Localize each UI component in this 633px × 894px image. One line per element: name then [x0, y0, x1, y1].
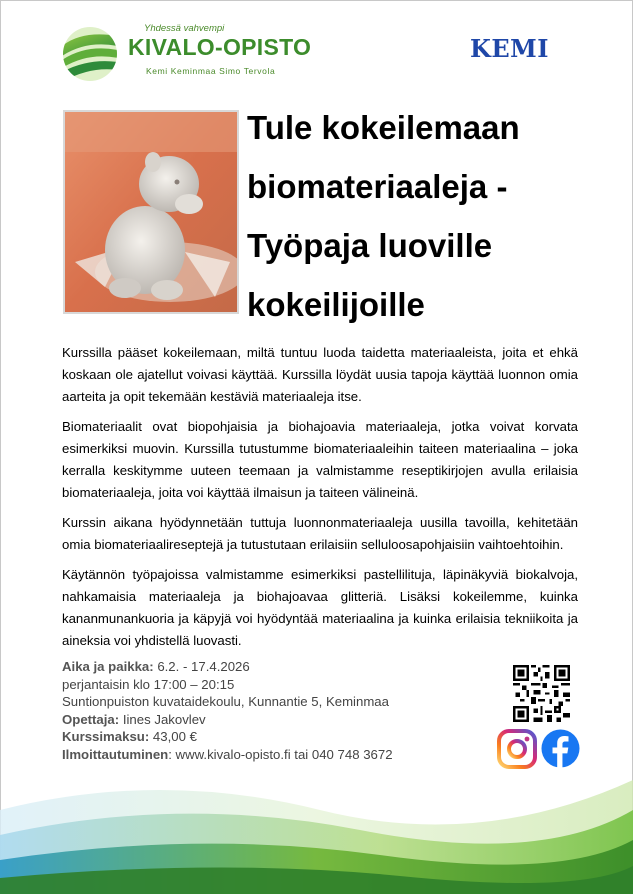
paragraph: Kurssilla pääset kokeilemaan, miltä tuntuu luoda taidetta materiaaleista, joita et ehkä koskaan ole ajatellut voivasi käyttää. Kurssilla löydät uusia tapoja käyttää luonnon omia aarteita ja opit tekemään kestäviä materiaaleja itse. — [62, 345, 578, 404]
fee-value: 43,00 € — [152, 729, 197, 744]
logo-name: KIVALO-OPISTO — [128, 34, 312, 60]
kivalo-leaf-icon — [62, 26, 118, 82]
poster-title — [247, 98, 577, 334]
title-line: Työpaja luoville — [247, 227, 493, 264]
time-place-label: Aika ja paikka: — [62, 659, 154, 674]
qr-code-icon[interactable] — [513, 665, 570, 722]
course-description — [62, 342, 578, 660]
title-line: Tule kokeilemaan — [247, 109, 520, 146]
course-location: Suntionpuiston kuvataidekoulu, Kunnantie 5, Keminmaa — [62, 694, 389, 709]
teacher-label: Opettaja: — [62, 711, 120, 727]
paragraph: Käytännön työpajoissa valmistamme esimerkiksi pastellilituja, läpinäkyviä biokalvoja, nahkamaisia materiaaleja ja biohajoavaa glitteriä. Lisäksi kokeilemme, kuinka kananmunankuoria ja käpyjä voi hyödyntää materiaalina ja kuinka erilaisia tekniikoita ja aineksia voi yhdistellä luovasti. — [62, 567, 578, 648]
title-line: biomateriaaleja - — [247, 168, 508, 205]
kemi-logo: KEMI — [470, 34, 549, 63]
sculpture-photo — [63, 110, 239, 314]
paragraph: Biomateriaalit ovat biopohjaisia ja biohajoavia materiaaleja, jotka voivat korvata esimerkiksi muovin. Kurssilla tutustumme biomateriaaleihin taiteen materiaalina – joka kerralla keskitymme uuteen teemaan ja valmistamme reseptikirjojen avulla erilaisia biomateriaaleja, joita voi käyttää ilmaisun ja taiteen välineinä. — [62, 419, 578, 500]
registration-label: Ilmoittautuminen — [62, 746, 169, 762]
info-time-place — [62, 658, 492, 676]
paragraph: Kurssin aikana hyödynnetään tuttuja luonnonmateriaaleja uusilla tavoilla, kehitetään omia biomateriaalireseptejä ja tutustutaan erilaisiin selluloosapohjaisiin vaihtoehtoihin. — [62, 515, 578, 552]
info-teacher — [62, 711, 492, 729]
logo-tagline: Yhdessä vahvempi — [144, 23, 225, 34]
decorative-waves — [0, 740, 633, 894]
fee-label: Kurssimaksu: — [62, 729, 150, 744]
course-dates: 6.2. - 17.4.2026 — [157, 659, 250, 674]
logo-subtitle: Kemi Keminmaa Simo Tervola — [146, 66, 276, 76]
title-line: kokeilijoille — [247, 286, 425, 323]
registration-details: : www.kivalo-opisto.fi tai 040 748 3672 — [168, 746, 393, 762]
teacher-name: Iines Jakovlev — [122, 711, 206, 727]
course-schedule: perjantaisin klo 17:00 – 20:15 — [62, 676, 235, 692]
kivalo-opisto-logo — [62, 22, 312, 84]
